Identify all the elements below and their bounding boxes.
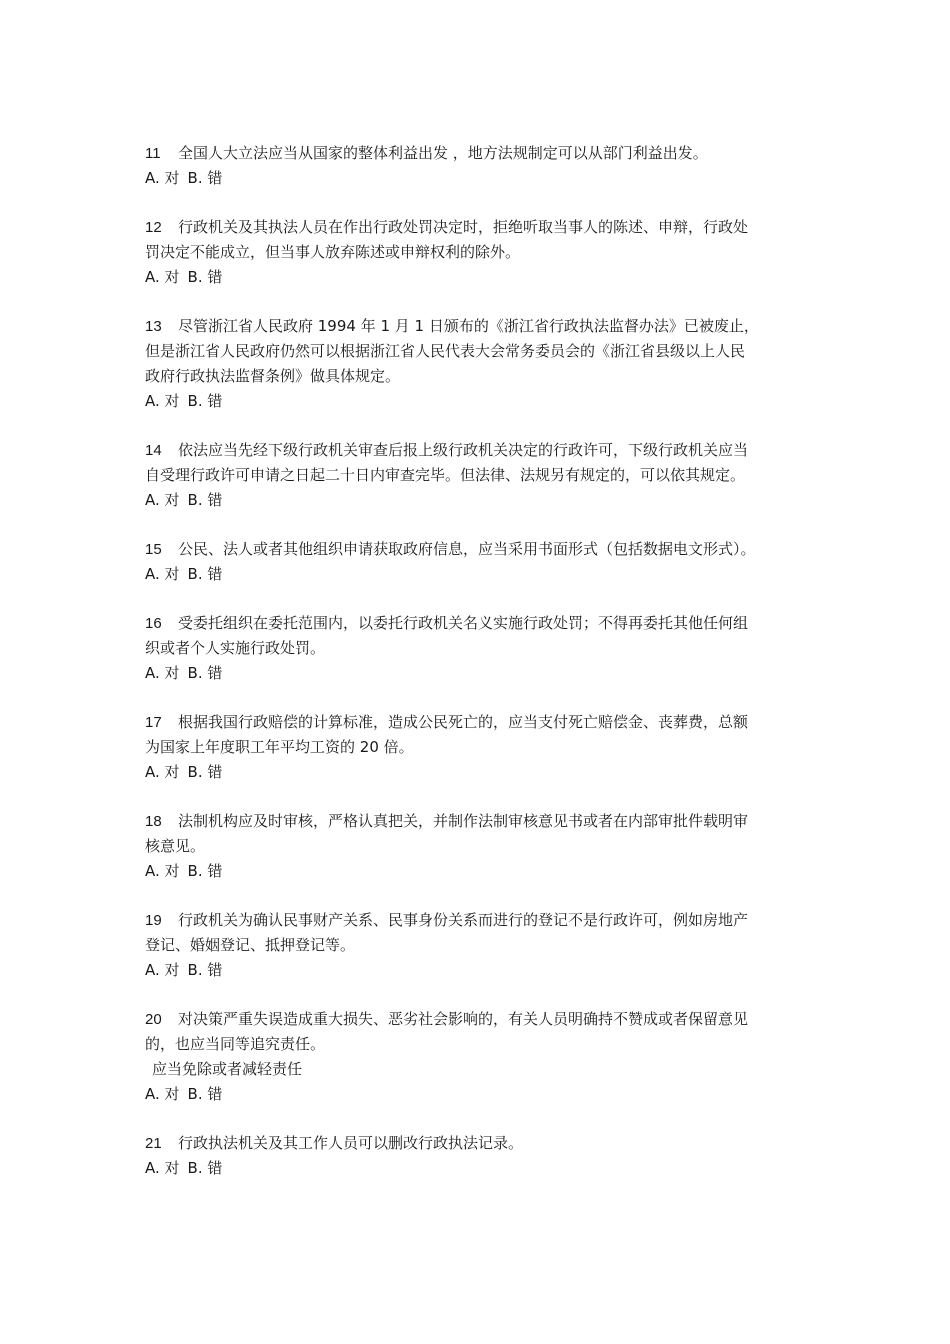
question-text: 的，也应当同等追究责任。 [145, 1035, 326, 1053]
option-b: B. 错 [187, 961, 223, 979]
question-number: 20 [145, 1011, 162, 1028]
question-number: 13 [145, 318, 162, 335]
option-a: A. 对 [145, 961, 180, 979]
answer-options [145, 562, 813, 587]
question-item [145, 537, 813, 587]
question-text: 罚决定不能成立，但当事人放弃陈述或申辩权利的除外。 [145, 243, 521, 261]
question-number: 19 [145, 912, 162, 929]
question-text: 登记、婚姻登记、抵押登记等。 [145, 936, 356, 954]
option-a: A. 对 [145, 491, 180, 509]
question-item [145, 710, 813, 785]
question-text-line [145, 240, 813, 265]
question-item [145, 314, 813, 414]
question-text-line [145, 933, 813, 958]
option-a: A. 对 [145, 1085, 180, 1103]
question-note: 应当免除或者减轻责任 [152, 1060, 303, 1078]
option-a: A. 对 [145, 1159, 180, 1177]
question-text-line [145, 809, 813, 834]
question-text-line [145, 735, 813, 760]
answer-options [145, 488, 813, 513]
option-b: B. 错 [187, 763, 223, 781]
option-b: B. 错 [187, 491, 223, 509]
option-b: B. 错 [187, 1159, 223, 1177]
question-number: 18 [145, 813, 162, 830]
question-text-line [145, 314, 813, 339]
question-text: 为国家上年度职工年平均工资的 20 倍。 [145, 738, 414, 756]
question-text-line [145, 339, 813, 364]
question-text-line [145, 636, 813, 661]
option-b: B. 错 [187, 392, 223, 410]
option-a: A. 对 [145, 862, 180, 880]
question-text-line [145, 834, 813, 859]
question-text-line [145, 364, 813, 389]
question-item [145, 1007, 813, 1107]
question-text: 但是浙江省人民政府仍然可以根据浙江省人民代表大会常务委员会的《浙江省县级以上人民 [145, 342, 746, 360]
question-text-line [145, 215, 813, 240]
question-text: 行政执法机关及其工作人员可以删改行政执法记录。 [178, 1134, 524, 1152]
option-a: A. 对 [145, 565, 180, 583]
option-a: A. 对 [145, 763, 180, 781]
question-number: 11 [145, 145, 161, 162]
question-text-line [145, 1007, 813, 1032]
question-text: 自受理行政许可申请之日起二十日内审查完毕。但法律、法规另有规定的，可以依其规定。 [145, 466, 746, 484]
option-b: B. 错 [187, 565, 223, 583]
question-item [145, 215, 813, 290]
question-number: 16 [145, 615, 162, 632]
question-number: 14 [145, 442, 162, 459]
option-b: B. 错 [187, 169, 223, 187]
question-text: 行政机关为确认民事财产关系、民事身份关系而进行的登记不是行政许可，例如房地产 [178, 911, 749, 929]
option-b: B. 错 [187, 1085, 223, 1103]
question-text-line [145, 611, 813, 636]
question-text-line [145, 537, 813, 562]
question-text: 法制机构应及时审核，严格认真把关，并制作法制审核意见书或者在内部审批件载明审 [178, 812, 749, 830]
option-a: A. 对 [145, 664, 180, 682]
question-item [145, 1131, 813, 1181]
question-text: 行政机关及其执法人员在作出行政处罚决定时，拒绝听取当事人的陈述、申辩，行政处 [178, 218, 749, 236]
question-text: 织或者个人实施行政处罚。 [145, 639, 326, 657]
answer-options [145, 166, 813, 191]
question-text: 对决策严重失误造成重大损失、恶劣社会影响的，有关人员明确持不赞成或者保留意见 [178, 1010, 749, 1028]
question-number: 12 [145, 219, 162, 236]
question-text-line [145, 1131, 813, 1156]
answer-options [145, 760, 813, 785]
question-text-line [145, 438, 813, 463]
answer-options [145, 1156, 813, 1181]
question-item [145, 438, 813, 513]
question-text: 依法应当先经下级行政机关审查后报上级行政机关决定的行政许可，下级行政机关应当 [178, 441, 749, 459]
question-item [145, 809, 813, 884]
answer-options [145, 958, 813, 983]
question-text: 根据我国行政赔偿的计算标准，造成公民死亡的，应当支付死亡赔偿金、丧葬费，总额 [178, 713, 749, 731]
option-a: A. 对 [145, 268, 180, 286]
answer-options [145, 389, 813, 414]
question-text-line [145, 710, 813, 735]
answer-options [145, 661, 813, 686]
question-number: 15 [145, 541, 162, 558]
option-a: A. 对 [145, 169, 180, 187]
question-item [145, 141, 813, 191]
answer-options [145, 859, 813, 884]
answer-options [145, 1082, 813, 1107]
question-text-line [145, 463, 813, 488]
question-number: 17 [145, 714, 162, 731]
question-item [145, 611, 813, 686]
question-item [145, 908, 813, 983]
option-b: B. 错 [187, 268, 223, 286]
question-text-line [145, 141, 813, 166]
question-text: 政府行政执法监督条例》做具体规定。 [145, 367, 401, 385]
question-text: 公民、法人或者其他组织申请获取政府信息，应当采用书面形式（包括数据电文形式）。 [178, 540, 756, 558]
option-b: B. 错 [187, 664, 223, 682]
question-text: 全国人大立法应当从国家的整体利益出发 ，地方法规制定可以从部门利益出发。 [178, 144, 708, 162]
option-b: B. 错 [187, 862, 223, 880]
question-text-line [145, 1032, 813, 1057]
question-text: 尽管浙江省人民政府 1994 年 1 月 1 日颁布的《浙江省行政执法监督办法》已被废止， [178, 317, 759, 335]
option-a: A. 对 [145, 392, 180, 410]
question-number: 21 [145, 1135, 162, 1152]
answer-options [145, 265, 813, 290]
question-text: 受委托组织在委托范围内，以委托行政机关名义实施行政处罚；不得再委托其他任何组 [178, 614, 749, 632]
question-text-line [145, 908, 813, 933]
question-list [145, 141, 813, 1205]
question-text: 核意见。 [145, 837, 206, 855]
